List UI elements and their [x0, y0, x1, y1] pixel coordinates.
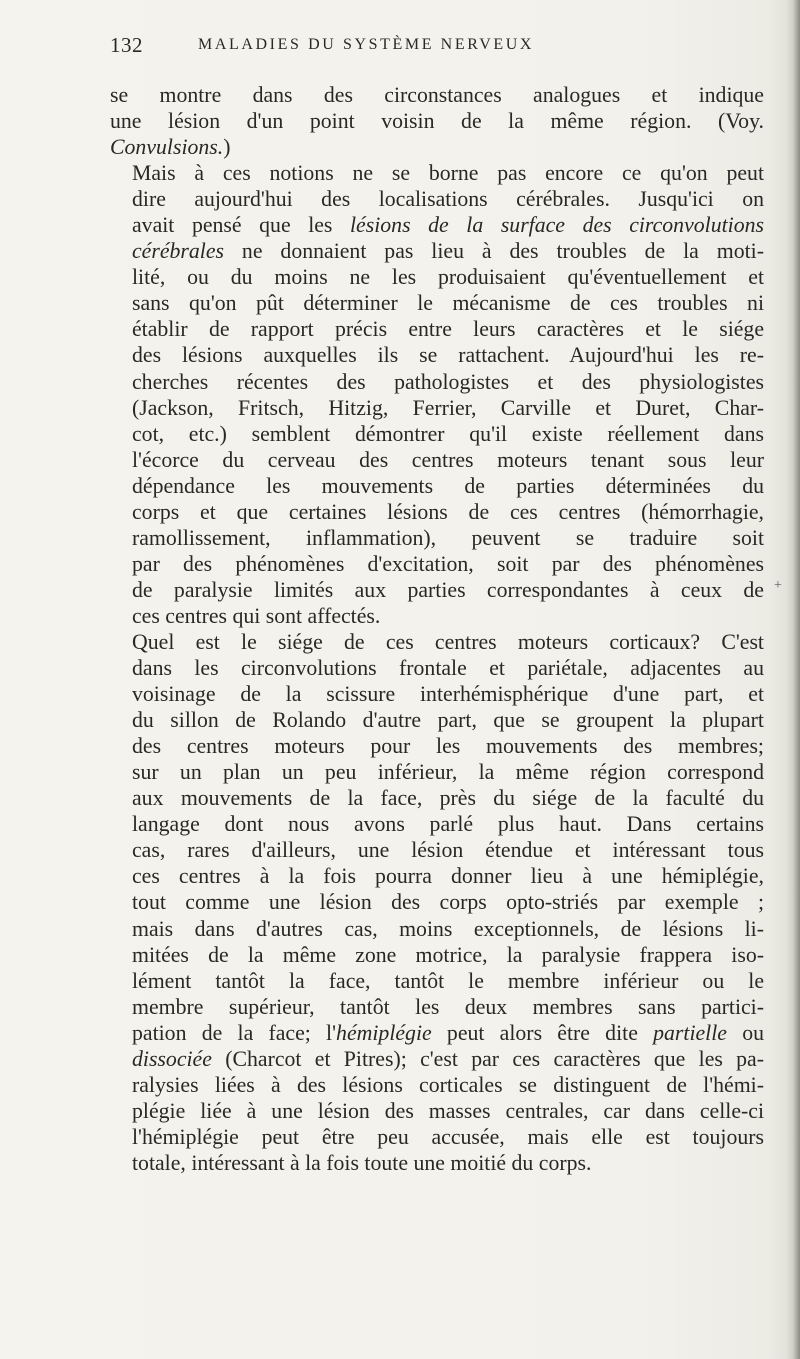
- text-line: [110, 785, 764, 811]
- text-line: [110, 160, 764, 186]
- text-run: mitées de la même zone motrice, la paralysie frappera iso-: [132, 942, 764, 967]
- text-run: établir de rapport précis entre leurs caractères et le siége: [132, 317, 764, 342]
- text-line: [110, 942, 764, 968]
- text-run: ces centres à la fois pourra donner lieu à une hémiplégie,: [132, 864, 764, 889]
- text-line: [110, 1124, 764, 1150]
- text-run: des lésions auxquelles ils se rattachent. Aujourd'hui les re-: [132, 343, 764, 368]
- text-run: dépendance les mouvements de parties déterminées du: [132, 473, 764, 498]
- text-line: [110, 1020, 764, 1046]
- text-line: [110, 811, 764, 837]
- text-line: [110, 759, 764, 785]
- text-line: [110, 212, 764, 238]
- paragraph: [110, 629, 764, 1176]
- text-run: pation de la face; l': [132, 1020, 337, 1045]
- text-line: [110, 603, 764, 629]
- text-run: ne donnaient pas lieu à des troubles de la moti-: [224, 239, 764, 264]
- running-head: MALADIES DU SYSTÈME NERVEUX: [198, 36, 535, 53]
- text-run: du sillon de Rolando d'autre part, que se groupent la plupart: [132, 708, 764, 733]
- text-run: ): [223, 135, 231, 160]
- text-line: [110, 525, 764, 551]
- text-line: [110, 421, 764, 447]
- text-line: [110, 994, 764, 1020]
- text-run: totale, intéressant à la fois toute une moitié du corps.: [132, 1150, 592, 1175]
- text-line: [110, 889, 764, 915]
- text-line: [110, 264, 764, 290]
- body-text: [110, 82, 764, 1176]
- text-run: mais dans d'autres cas, moins exceptionnels, de lésions li-: [132, 916, 764, 941]
- text-line: [110, 577, 764, 603]
- text-run: voisinage de la scissure interhémisphérique d'une part, et: [132, 682, 764, 707]
- text-run: ou: [726, 1020, 764, 1045]
- text-run: cas, rares d'ailleurs, une lésion étendue et intéressant tous: [132, 838, 764, 863]
- italic-run: dissociée: [132, 1046, 212, 1071]
- text-line: [110, 1046, 764, 1072]
- text-line: [110, 1072, 764, 1098]
- paragraph: [110, 160, 764, 629]
- text-run: membre supérieur, tantôt les deux membres sans partici-: [132, 994, 764, 1019]
- text-line: [110, 1098, 764, 1124]
- text-run: ralysies liées à des lésions corticales se distinguent de l'hémi-: [132, 1072, 764, 1097]
- text-run: Mais à ces notions ne se borne pas encore ce qu'on peut: [132, 161, 764, 186]
- text-run: dans les circonvolutions frontale et pariétale, adjacentes au: [132, 656, 764, 681]
- text-line: [110, 629, 764, 655]
- text-run: des centres moteurs pour les mouvements des membres;: [132, 734, 764, 759]
- text-run: cot, etc.) semblent démontrer qu'il existe réellement dans: [132, 421, 764, 446]
- text-line: [110, 916, 764, 942]
- text-run: avait pensé que les: [132, 213, 350, 238]
- text-run: cherches récentes des pathologistes et des physiologistes: [132, 369, 764, 394]
- text-run: l'écorce du cerveau des centres moteurs tenant sous leur: [132, 447, 764, 472]
- page-number: 132: [110, 33, 143, 57]
- text-run: dire aujourd'hui des localisations cérébrales. Jusqu'ici on: [132, 187, 764, 212]
- text-run: se montre dans des circonstances analogues et indique: [110, 83, 764, 107]
- text-run: l'hémiplégie peut être peu accusée, mais elle est toujours: [132, 1124, 764, 1149]
- text-run: tout comme une lésion des corps opto-striés par exemple ;: [132, 890, 764, 915]
- text-run: (Jackson, Fritsch, Hitzig, Ferrier, Carville et Duret, Char-: [132, 395, 764, 420]
- text-run: sans qu'on pût déterminer le mécanisme de ces troubles ni: [132, 291, 764, 316]
- text-line: [110, 551, 764, 577]
- text-run: langage dont nous avons parlé plus haut. Dans certains: [132, 812, 764, 837]
- text-line: [110, 238, 764, 264]
- text-line: [110, 968, 764, 994]
- text-run: lité, ou du moins ne les produisaient qu'éventuellement et: [132, 265, 764, 290]
- text-run: une lésion d'un point voisin de la même région. (Voy.: [110, 109, 764, 134]
- text-run: peut alors être dite: [431, 1020, 654, 1045]
- text-line: [110, 108, 764, 134]
- text-line: [110, 837, 764, 863]
- text-line: [110, 186, 764, 212]
- text-run: aux mouvements de la face, près du siége de la faculté du: [132, 786, 764, 811]
- text-line: [110, 863, 764, 889]
- text-run: plégie liée à une lésion des masses centrales, car dans celle-ci: [132, 1098, 764, 1123]
- text-line: [110, 707, 764, 733]
- text-line: [110, 499, 764, 525]
- text-line: [110, 1150, 764, 1176]
- text-run: de paralysie limités aux parties correspondantes à ceux de: [132, 577, 764, 602]
- text-run: ramollissement, inflammation), peuvent se traduire soit: [132, 525, 764, 550]
- text-line: [110, 134, 764, 160]
- text-run: corps et que certaines lésions de ces centres (hémorrhagie,: [132, 499, 764, 524]
- text-line: [110, 473, 764, 499]
- paragraph: [110, 82, 764, 160]
- text-run: sur un plan un peu inférieur, la même région correspond: [132, 760, 764, 785]
- text-line: [110, 316, 764, 342]
- text-line: [110, 290, 764, 316]
- text-line: [110, 369, 764, 395]
- text-line: [110, 733, 764, 759]
- text-line: [110, 395, 764, 421]
- italic-run: lésions de la surface des circonvolutions: [350, 213, 764, 238]
- text-run: par des phénomènes d'excitation, soit par des phénomènes: [132, 551, 764, 576]
- text-run: ces centres qui sont affectés.: [132, 603, 381, 628]
- italic-run: partielle: [653, 1020, 727, 1045]
- margin-mark: +: [774, 578, 782, 593]
- text-line: [110, 82, 764, 108]
- text-line: [110, 342, 764, 368]
- text-run: Quel est le siége de ces centres moteurs corticaux? C'est: [132, 629, 764, 654]
- page-edge-shadow: [786, 0, 800, 1359]
- italic-run: Convulsions.: [110, 135, 224, 160]
- text-line: [110, 447, 764, 473]
- text-line: [110, 655, 764, 681]
- italic-run: hémiplégie: [336, 1020, 432, 1045]
- italic-run: cérébrales: [132, 239, 224, 264]
- text-run: (Charcot et Pitres); c'est par ces caractères que les pa-: [211, 1046, 764, 1071]
- page-header: [110, 33, 750, 63]
- text-line: [110, 681, 764, 707]
- text-run: lément tantôt la face, tantôt le membre inférieur ou le: [132, 968, 764, 993]
